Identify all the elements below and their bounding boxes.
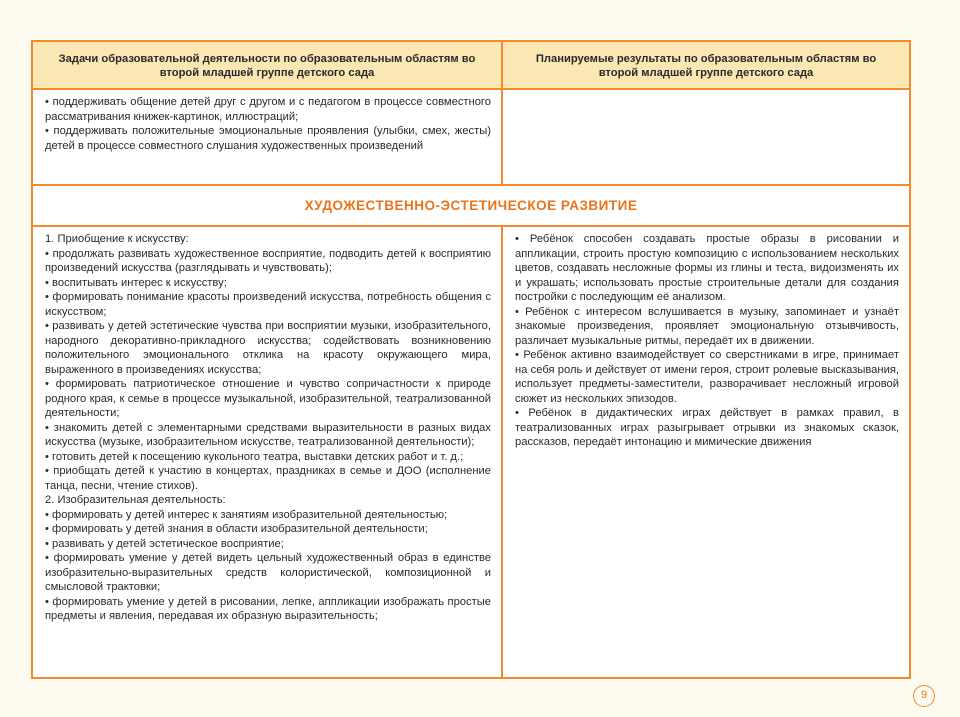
section-title: ХУДОЖЕСТВЕННО-ЭСТЕТИЧЕСКОЕ РАЗВИТИЕ xyxy=(304,198,638,213)
list-item: • формировать понимание красоты произведений искусства, потребность общения с искусством; xyxy=(45,291,491,318)
list-item: • формировать патриотическое отношение и чувство сопричастности к природе родного края, к семье в процессе музыкальной, изобразительной, театрализованной деятельности; xyxy=(45,378,491,419)
list-item: 1. Приобщение к искусству: xyxy=(45,233,189,245)
content-table xyxy=(31,40,911,679)
list-item: • Ребёнок способен создавать простые образы в рисовании и аппликации, строить простую композицию с использованием нескольких цветов, создавать несложные формы из глины и теста, видоизменять их и украшать; использовать простые строительные детали для создания постройки с последующим её анализом. xyxy=(515,233,899,303)
list-item: • формировать у детей интерес к занятиям изобразительной деятельностью; xyxy=(45,508,448,521)
table-row xyxy=(33,227,909,677)
page-number: 9 xyxy=(913,685,935,707)
list-item: • развивать у детей эстетическое восприятие; xyxy=(45,537,284,550)
list-item: • Ребёнок в дидактических играх действует в рамках правил, в театрализованных играх разыгрывает отрывки из знакомых сказок, рассказов, передаёт интонацию и мимические движения xyxy=(515,407,899,448)
list-item: • знакомить детей с элементарными средствами выразительности в разных видах искусства (музыке, изобразительном искусстве, театрализованной деятельности); xyxy=(45,421,491,448)
list-item: • поддерживать общение детей друг с другом и с педагогом в процессе совместного рассматривания книжек-картинок, иллюстраций; xyxy=(45,96,491,123)
list-item: • воспитывать интерес к искусству; xyxy=(45,276,227,289)
header-tasks: Задачи образовательной деятельности по образовательным областям во второй младшей группе детского сада xyxy=(33,42,503,88)
row2-tasks xyxy=(33,227,503,677)
list-item: • Ребёнок активно взаимодействует со сверстниками в игре, принимает на себя роль и действует от имени героя, строит ролевые высказывания, использует предметы-заместители, разворачивает несложный игровой сюжет из нескольких эпизодов. xyxy=(515,349,899,405)
section-row xyxy=(33,186,909,227)
table-header xyxy=(33,42,909,90)
list-item: 2. Изобразительная деятельность: xyxy=(45,494,226,506)
list-item: • формировать умение у детей видеть цельный художественный образ в единстве изобразительно-выразительных средств колористической, композиционной и смысловой трактовки; xyxy=(45,552,491,593)
header-results: Планируемые результаты по образовательным областям во второй младшей группе детского сада xyxy=(535,53,877,79)
row1-tasks xyxy=(33,90,503,184)
row1-results xyxy=(503,90,909,184)
list-item: • продолжать развивать художественное восприятие, подводить детей к восприятию произведений искусства (разглядывать и чувствовать); xyxy=(45,247,491,274)
list-item: • развивать у детей эстетические чувства при восприятии музыки, изобразительного, народного декоративно-прикладного искусства; содействовать возникновению положительного эмоционального отклика на красоту окружающего мира, выраженного в произведениях искусства; xyxy=(45,320,491,376)
row2-results xyxy=(503,227,909,677)
list-item: • Ребёнок с интересом вслушивается в музыку, запоминает и узнаёт знакомые произведения, проявляет эмоциональную отзывчивость, различает музыкальные ритмы, передаёт их в движении. xyxy=(515,305,899,347)
list-item: • формировать у детей знания в области изобразительной деятельности; xyxy=(45,523,428,535)
table-row xyxy=(33,90,909,186)
list-item: • формировать умение у детей в рисовании, лепке, аппликации изображать простые предметы и явления, передавая их образную выразительность; xyxy=(45,595,491,622)
list-item: • поддерживать положительные эмоциональные проявления (улыбки, смех, жесты) детей в процессе совместного слушания художественных произведений xyxy=(45,125,491,152)
list-item: • приобщать детей к участию в концертах, праздниках в семье и ДОО (исполнение танца, песни, чтение стихов). xyxy=(45,465,491,492)
list-item: • готовить детей к посещению кукольного театра, выставки детских работ и т. д.; xyxy=(45,450,464,463)
